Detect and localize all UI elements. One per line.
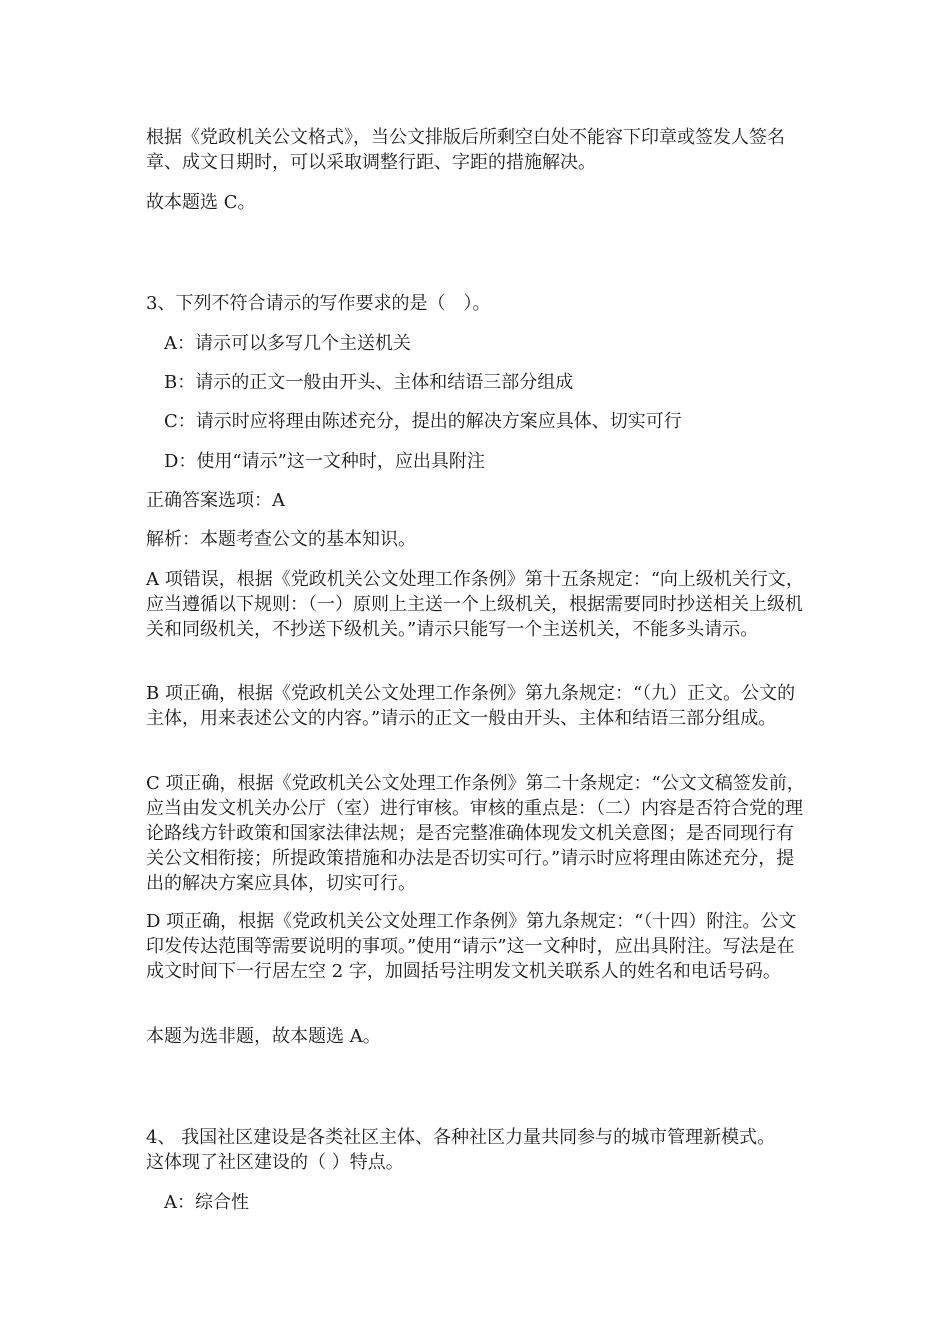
question-3-analysis-intro: 解析：本题考查公文的基本知识。: [146, 529, 416, 550]
question-4-option-a: A：综合性: [164, 1192, 249, 1213]
question-3-stem: 3、下列不符合请示的写作要求的是（ ）。: [146, 293, 491, 314]
question-4-stem: 4、 我国社区建设是各类社区主体、各种社区力量共同参与的城市管理新模式。这体现了社区建设的（ ）特点。: [146, 1127, 776, 1173]
question-3-analysis-c: C 项正确，根据《党政机关公文处理工作条例》第二十条规定：“公文文稿签发前，应当由发文机关办公厅（室）进行审核。审核的重点是：（二）内容是否符合党的理论路线方针政策和国家法律法规；是否完整准确体现发文机关意图；是否同现行有关公文相衔接；所提政策措施和办法是否切实可行。”请示时应将理由陈述充分，提出的解决方案应具体，切实可行。: [146, 773, 805, 894]
question-3-analysis-d: D 项正确，根据《党政机关公文处理工作条例》第九条规定：“（十四）附注。公文印发传达范围等需要说明的事项。”使用“请示”这一文种时，应出具附注。写法是在成文时间下一行居左空 2 字，加圆括号注明发文机关联系人的姓名和电话号码。: [146, 911, 797, 982]
question-3-answer: 正确答案选项：A: [146, 490, 285, 511]
question-3-option-d: D：使用“请示”这一文种时，应出具附注: [164, 451, 485, 472]
question-3-option-a: A：请示可以多写几个主送机关: [164, 333, 411, 354]
question-3-analysis-b: B 项正确，根据《党政机关公文处理工作条例》第九条规定：“（九）正文。公文的主体，用来表述公文的内容。”请示的正文一般由开头、主体和结语三部分组成。: [146, 683, 796, 729]
question-3-conclusion: 本题为选非题，故本题选 A。: [146, 1026, 381, 1047]
question-3-analysis-a: A 项错误，根据《党政机关公文处理工作条例》第十五条规定：“向上级机关行文，应当遵循以下规则：（一）原则上主送一个上级机关，根据需要同时抄送相关上级机关和同级机关，不抄送下级机关。”请示只能写一个主送机关，不能多头请示。: [146, 569, 804, 640]
prev-conclusion: 故本题选 C。: [146, 192, 256, 213]
question-3-option-b: B：请示的正文一般由开头、主体和结语三部分组成: [164, 372, 574, 393]
question-3-option-c: C：请示时应将理由陈述充分，提出的解决方案应具体、切实可行: [164, 411, 682, 432]
prev-explanation: 根据《党政机关公文格式》，当公文排版后所剩空白处不能容下印章或签发人签名章、成文日期时，可以采取调整行距、字距的措施解决。: [146, 127, 785, 173]
